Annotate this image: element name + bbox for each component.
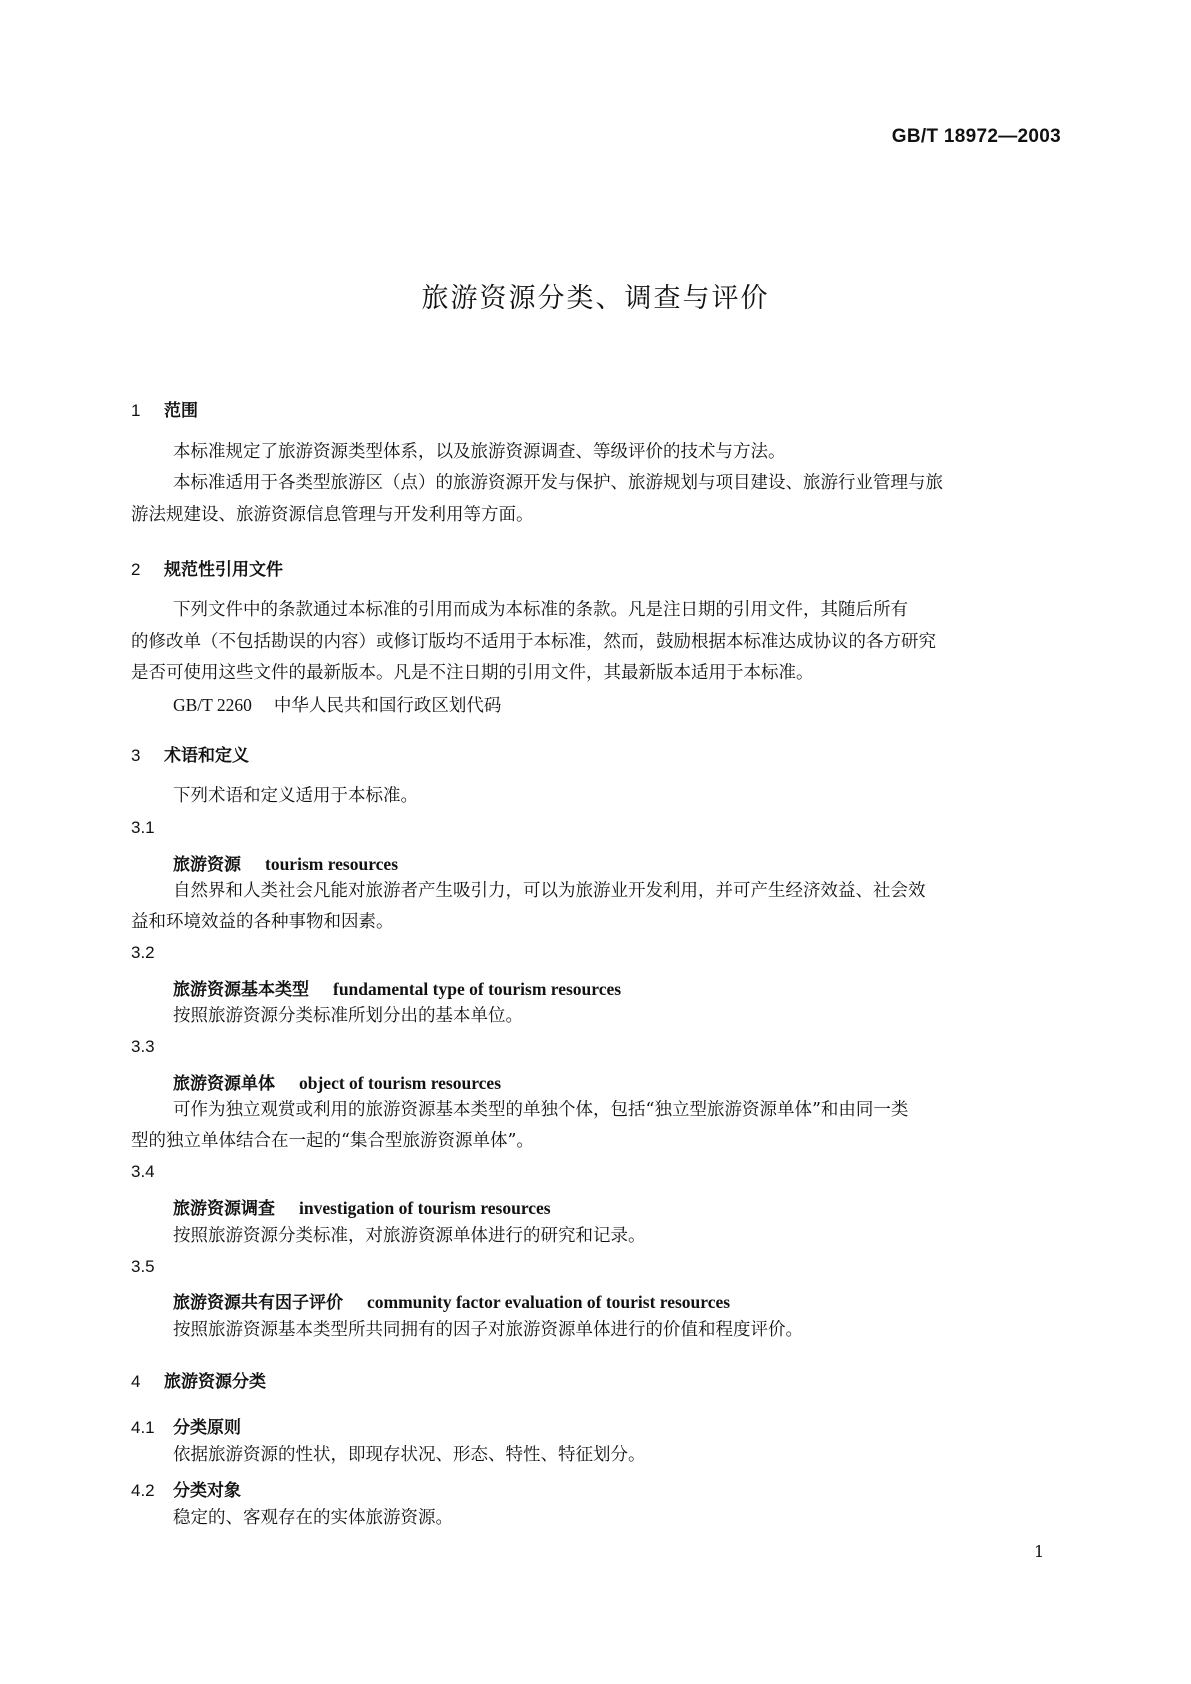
section-1-heading (131, 396, 198, 421)
reference-title: 中华人民共和国行政区划代码 (273, 696, 502, 716)
term-english: community factor evaluation of tourist resources (367, 1292, 731, 1312)
term-english: investigation of tourism resources (299, 1198, 551, 1218)
section-title: 范围 (164, 401, 198, 421)
term-entry (173, 850, 398, 875)
section-2-heading (131, 555, 283, 580)
reference-code: GB/T 2260 (173, 695, 252, 715)
term-english: tourism resources (265, 854, 399, 874)
definition: 按照旅游资源分类标准，对旅游资源单体进行的研究和记录。 (173, 1226, 646, 1246)
clause-number: 3.2 (131, 943, 155, 962)
section-number: 1 (131, 401, 141, 420)
term-english: object of tourism resources (299, 1073, 502, 1093)
subsection-4-1-heading (131, 1413, 241, 1438)
term-entry (173, 1194, 551, 1219)
paragraph: 下列术语和定义适用于本标准。 (173, 786, 418, 806)
definition: 按照旅游资源分类标准所划分出的基本单位。 (173, 1006, 523, 1026)
subsection-4-2-heading (131, 1476, 241, 1501)
section-number: 3 (131, 746, 141, 765)
paragraph-continuation: 是否可使用这些文件的最新版本。凡是不注日期的引用文件，其最新版本适用于本标准。 (131, 663, 814, 683)
definition: 可作为独立观赏或利用的旅游资源基本类型的单独个体，包括“独立型旅游资源单体”和由同一类 (173, 1100, 909, 1120)
paragraph: 依据旅游资源的性状，即现存状况、形态、特性、特征划分。 (173, 1445, 646, 1465)
term-entry (173, 1288, 730, 1313)
section-title: 规范性引用文件 (164, 560, 283, 580)
section-number: 4 (131, 1372, 141, 1391)
term-entry (173, 975, 621, 1000)
section-title: 旅游资源分类 (164, 1372, 266, 1392)
definition: 自然界和人类社会凡能对旅游者产生吸引力，可以为旅游业开发利用，并可产生经济效益、社会效 (173, 881, 926, 901)
subsection-number: 4.1 (131, 1418, 155, 1437)
term-english: fundamental type of tourism resources (333, 979, 622, 999)
definition-continuation: 益和环境效益的各种事物和因素。 (131, 912, 394, 932)
page-number: 1 (1034, 1542, 1045, 1561)
term-entry (173, 1069, 501, 1094)
clause-number: 3.4 (131, 1162, 155, 1181)
section-3-heading (131, 741, 249, 766)
term-chinese: 旅游资源单体 (173, 1074, 275, 1094)
paragraph: 本标准规定了旅游资源类型体系，以及旅游资源调查、等级评价的技术与方法。 (173, 442, 786, 462)
clause-number: 3.3 (131, 1037, 155, 1056)
section-title: 术语和定义 (164, 746, 249, 766)
paragraph: 下列文件中的条款通过本标准的引用而成为本标准的条款。凡是注日期的引用文件，其随后所有 (173, 600, 908, 620)
term-chinese: 旅游资源 (173, 855, 241, 875)
term-chinese: 旅游资源调查 (173, 1199, 275, 1219)
definition-continuation: 型的独立单体结合在一起的“集合型旅游资源单体”。 (131, 1131, 534, 1151)
normative-reference (173, 695, 501, 716)
section-4-heading (131, 1367, 266, 1392)
subsection-number: 4.2 (131, 1481, 155, 1500)
term-chinese: 旅游资源共有因子评价 (173, 1293, 343, 1313)
definition: 按照旅游资源基本类型所共同拥有的因子对旅游资源单体进行的价值和程度评价。 (173, 1320, 803, 1340)
paragraph: 本标准适用于各类型旅游区（点）的旅游资源开发与保护、旅游规划与项目建设、旅游行业管理与旅 (173, 473, 943, 493)
paragraph: 稳定的、客观存在的实体旅游资源。 (173, 1508, 453, 1528)
document-title: 旅游资源分类、调查与评价 (421, 283, 770, 314)
paragraph-continuation: 游法规建设、旅游资源信息管理与开发利用等方面。 (131, 505, 534, 525)
subsection-title: 分类原则 (173, 1418, 241, 1438)
standard-number: GB/T 18972—2003 (891, 126, 1061, 147)
section-number: 2 (131, 560, 141, 579)
term-chinese: 旅游资源基本类型 (173, 980, 309, 1000)
clause-number: 3.1 (131, 818, 155, 837)
paragraph-continuation: 的修改单（不包括勘误的内容）或修订版均不适用于本标准，然而，鼓励根据本标准达成协议的各方研究 (131, 632, 936, 652)
subsection-title: 分类对象 (173, 1481, 241, 1501)
clause-number: 3.5 (131, 1257, 155, 1276)
